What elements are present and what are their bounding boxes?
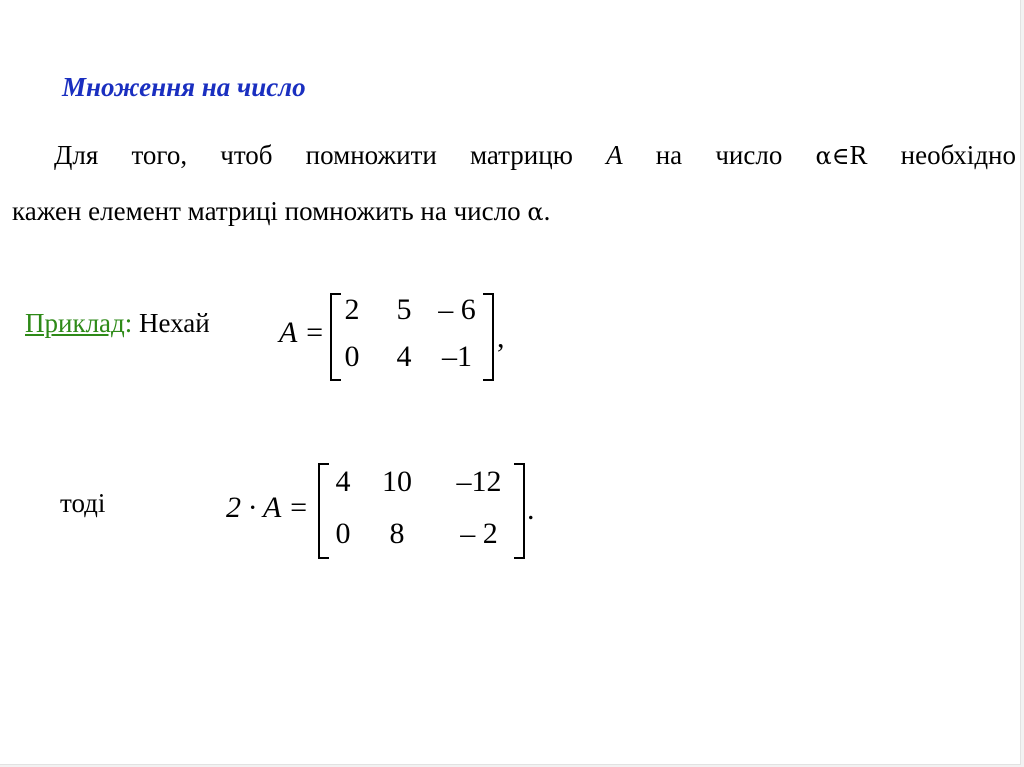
- matrix-a-cell: 0: [344, 340, 360, 373]
- right-bracket: [514, 463, 525, 559]
- result-period: .: [527, 493, 535, 526]
- reals-symbol: R: [849, 140, 868, 170]
- definition-line-2-period: .: [543, 196, 551, 226]
- element-of-symbol: ∈: [831, 142, 850, 170]
- example-text: Нехай: [132, 308, 210, 338]
- result-cell: – 2: [460, 517, 498, 550]
- matrix-a-cell: 2: [344, 293, 360, 326]
- definition-line-1: [54, 140, 1016, 171]
- matrix-a-cell: 4: [396, 340, 412, 373]
- definition-line-2-text: кажен елемент матриці помножить на число: [12, 196, 528, 226]
- definition-text-end: необхідно: [867, 140, 1017, 170]
- alpha-symbol-2: α: [527, 198, 544, 226]
- definition-text-middle: на число: [622, 140, 816, 170]
- result-cell: 10: [382, 465, 412, 498]
- matrix-a-cell: – 6: [438, 293, 476, 326]
- definition-text-start: Для того, чтоб помножити матрицю: [54, 140, 607, 170]
- matrix-symbol: A: [606, 140, 623, 170]
- example-intro: [25, 308, 210, 339]
- result-equation: [222, 455, 542, 565]
- right-bracket: [483, 293, 494, 381]
- matrix-a-equation: [275, 285, 515, 385]
- example-colon: :: [124, 308, 133, 338]
- matrix-a-comma: ,: [497, 321, 505, 354]
- result-lhs: 2 · A =: [226, 491, 309, 524]
- result-cell: –12: [456, 465, 502, 498]
- definition-line-2: [12, 196, 550, 227]
- then-text: тоді: [60, 488, 106, 518]
- example-label[interactable]: Приклад: [25, 308, 125, 338]
- result-cell: 0: [335, 517, 351, 550]
- matrix-a-cell: –1: [442, 340, 472, 373]
- matrix-a-lhs: A =: [279, 316, 325, 349]
- alpha-symbol: α: [815, 142, 832, 170]
- matrix-a-cell: 5: [396, 293, 412, 326]
- section-heading: Множення на число: [62, 72, 306, 102]
- result-cell: 8: [389, 517, 405, 550]
- result-cell: 4: [335, 465, 351, 498]
